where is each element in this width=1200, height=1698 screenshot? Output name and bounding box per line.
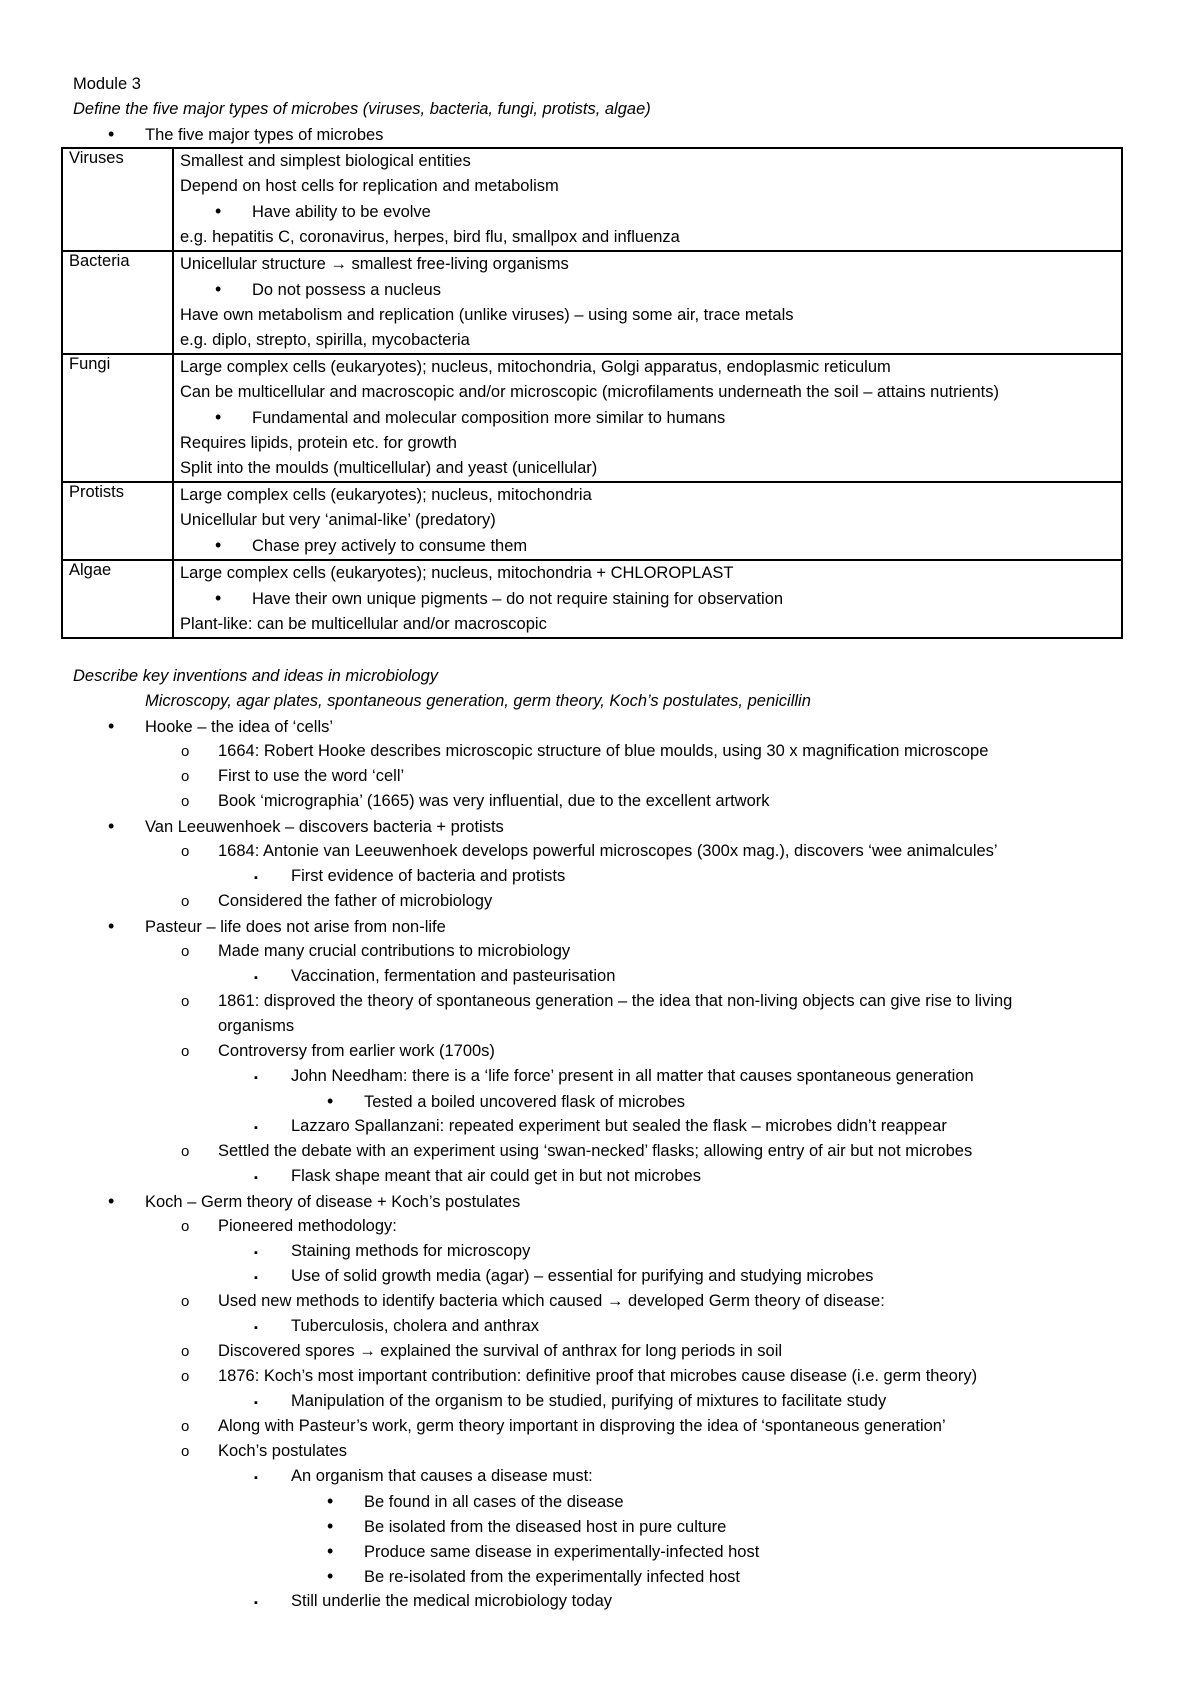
microbes-table [61,147,1123,639]
description-bullet [180,586,1121,612]
bullet-icon: • [327,1566,334,1586]
outline-item-level-2 [73,1364,1133,1389]
outline-item-level-2 [73,1139,1133,1164]
section2-heading: Describe key inventions and ideas in microbiology [73,667,439,685]
description-text: e.g. hepatitis C, coronavirus, herpes, bird flu, smallpox and influenza [180,228,680,246]
bullet-icon: o [181,1443,190,1460]
microbe-description [173,251,1122,354]
outline-item-text: Tested a boiled uncovered flask of microbes [364,1093,686,1111]
bullet-icon: o [181,943,190,960]
outline-item-level-2 [73,1339,1133,1364]
outline-item-level-2 [73,1289,1133,1314]
description-line [180,380,1121,405]
description-line [180,355,1121,380]
bullet-icon: ▪ [254,1397,258,1409]
outline-item-text: Be found in all cases of the disease [364,1493,624,1511]
outline-item-text: Made many crucial contributions to microbiology [218,942,571,960]
description-text: Large complex cells (eukaryotes); nucleus, mitochondria + CHLOROPLAST [180,564,734,582]
outline-item-text: Pasteur – life does not arise from non-life [145,918,446,936]
bullet-icon: o [181,893,190,910]
description-line [180,431,1121,456]
outline-item-level-1 [73,814,1133,839]
bullet-icon: o [181,768,190,785]
description-text: Do not possess a nucleus [252,281,441,299]
bullet-icon: • [327,1091,334,1111]
outline-list [73,714,1133,1614]
description-line [180,252,1121,277]
outline-item-text: Flask shape meant that air could get in but not microbes [291,1167,701,1185]
outline-item-text: Use of solid growth media (agar) – essential for purifying and studying microbes [291,1267,874,1285]
bullet-icon: o [181,743,190,760]
outline-item-text: Koch’s postulates [218,1442,348,1460]
outline-item-text: Tuberculosis, cholera and anthrax [291,1317,539,1335]
bullet-icon: o [181,1043,190,1060]
outline-item-text: First evidence of bacteria and protists [291,867,566,885]
outline-item-level-4 [73,1089,1133,1114]
outline-item-text: Be isolated from the diseased host in pure culture [364,1518,727,1536]
microbe-description [173,354,1122,482]
bullet-icon: o [181,843,190,860]
description-text: Can be multicellular and macroscopic and/or microscopic (microfilaments underneath the soil – attains nutrients) [180,383,999,401]
outline-item-text: First to use the word ‘cell’ [218,767,405,785]
description-text: Unicellular structure → smallest free-living organisms [180,255,569,273]
outline-item-level-4 [73,1564,1133,1589]
microbe-name: Fungi [62,354,173,482]
microbe-description [173,482,1122,560]
outline-item-level-3 [73,1314,1133,1339]
section1-bullet-text: The five major types of microbes [145,126,384,144]
description-bullet [180,533,1121,559]
microbe-description [173,560,1122,638]
bullet-icon: • [215,407,222,427]
bullet-icon: ▪ [254,1122,258,1134]
outline-item-level-4 [73,1514,1133,1539]
outline-item-text: 1664: Robert Hooke describes microscopic structure of blue moulds, using 30 x magnification microscope [218,742,989,760]
outline-item-level-4 [73,1489,1133,1514]
microbe-name: Protists [62,482,173,560]
bullet-icon: • [108,816,115,836]
description-line [180,174,1121,199]
outline-item-text: Considered the father of microbiology [218,892,493,910]
bullet-icon: ▪ [254,1597,258,1609]
outline-item-text: Produce same disease in experimentally-infected host [364,1543,760,1561]
outline-item-level-2 [73,739,1133,764]
outline-item-level-2 [73,1214,1133,1239]
outline-item-level-2 [73,764,1133,789]
section2-subheading: Microscopy, agar plates, spontaneous generation, germ theory, Koch’s postulates, penicillin [145,692,811,710]
bullet-icon: ▪ [254,1247,258,1259]
outline-item-level-2 [73,789,1133,814]
description-text: Unicellular but very ‘animal-like’ (predatory) [180,511,496,529]
outline-item-text: Lazzaro Spallanzani: repeated experiment but sealed the flask – microbes didn’t reappear [291,1117,947,1135]
description-text: Split into the moulds (multicellular) and yeast (unicellular) [180,459,598,477]
outline-item-text: Controversy from earlier work (1700s) [218,1042,495,1060]
outline-item-level-2 [73,1039,1133,1064]
description-text: Have their own unique pigments – do not require staining for observation [252,590,784,608]
description-text: Smallest and simplest biological entities [180,152,471,170]
description-line [180,225,1121,250]
section1-bullet [73,122,1133,147]
bullet-icon: • [108,124,115,144]
outline-item-text: 1876: Koch’s most important contribution: definitive proof that microbes cause disease (i.e. germ theory) [218,1367,978,1385]
description-line [180,508,1121,533]
bullet-icon: ▪ [254,1272,258,1284]
description-text: Chase prey actively to consume them [252,537,528,555]
bullet-icon: o [181,1368,190,1385]
description-line [180,612,1121,637]
outline-item-text: Staining methods for microscopy [291,1242,531,1260]
bullet-icon: • [108,716,115,736]
outline-item-level-2 [73,889,1133,914]
bullet-icon: • [327,1491,334,1511]
bullet-icon: • [108,916,115,936]
outline-item-text: Settled the debate with an experiment using ‘swan-necked’ flasks; allowing entry of air but not microbes [218,1142,973,1160]
microbe-row [62,148,1122,251]
microbe-name: Algae [62,560,173,638]
spacer [73,639,1133,664]
outline-item-level-3 [73,1114,1133,1139]
bullet-icon: o [181,793,190,810]
description-line [180,561,1121,586]
outline-item-text: 1861: disproved the theory of spontaneous generation – the idea that non-living objects can give rise to living [218,992,1013,1010]
description-line [180,456,1121,481]
description-line [180,483,1121,508]
outline-item-text: Book ‘micrographia’ (1665) was very influential, due to the excellent artwork [218,792,770,810]
outline-item-text: Van Leeuwenhoek – discovers bacteria + protists [145,818,504,836]
outline-item-text: Be re-isolated from the experimentally infected host [364,1568,741,1586]
outline-item-text: John Needham: there is a ‘life force’ present in all matter that causes spontaneous generation [291,1067,974,1085]
outline-item-level-2 [73,839,1133,864]
outline-item-level-2 [73,939,1133,964]
bullet-icon: o [181,993,190,1010]
outline-item-level-3 [73,1164,1133,1189]
description-text: Depend on host cells for replication and metabolism [180,177,559,195]
outline-item-text: organisms [218,1017,295,1035]
outline-item-level-3 [73,1589,1133,1614]
outline-item-text: Manipulation of the organism to be studied, purifying of mixtures to facilitate study [291,1392,887,1410]
description-bullet [180,405,1121,431]
outline-item-level-3 [73,964,1133,989]
bullet-icon: ▪ [254,1322,258,1334]
outline-item-text: Vaccination, fermentation and pasteurisation [291,967,616,985]
description-text: Large complex cells (eukaryotes); nucleus, mitochondria [180,486,592,504]
bullet-icon: o [181,1418,190,1435]
outline-item-level-1 [73,714,1133,739]
microbe-row [62,251,1122,354]
document-page [69,72,1133,1614]
bullet-icon: • [215,535,222,555]
description-bullet [180,277,1121,303]
bullet-icon: o [181,1343,190,1360]
outline-item-text: Pioneered methodology: [218,1217,397,1235]
module-title: Module 3 [73,75,141,93]
bullet-icon: • [327,1541,334,1561]
outline-item-level-2 [73,1414,1133,1439]
description-bullet [180,199,1121,225]
outline-item-level-3 [73,1239,1133,1264]
bullet-icon: ▪ [254,972,258,984]
bullet-icon: ▪ [254,1172,258,1184]
description-line [180,328,1121,353]
outline-item-text: Still underlie the medical microbiology today [291,1592,612,1610]
outline-item-level-3 [73,1064,1133,1089]
outline-item-level-4 [73,1539,1133,1564]
outline-item-level-2 [73,989,1133,1014]
microbe-name: Bacteria [62,251,173,354]
outline-item-level-3 [73,864,1133,889]
outline-item-level-1 [73,914,1133,939]
outline-item-level-3 [73,1264,1133,1289]
outline-item-level-3 [73,1389,1133,1414]
outline-item-text: Along with Pasteur’s work, germ theory important in disproving the idea of ‘spontaneous generation’ [218,1417,946,1435]
bullet-icon: o [181,1293,190,1310]
outline-item-level-1 [73,1189,1133,1214]
outline-item-text: Koch – Germ theory of disease + Koch’s postulates [145,1193,521,1211]
description-text: e.g. diplo, strepto, spirilla, mycobacteria [180,331,470,349]
description-text: Plant-like: can be multicellular and/or macroscopic [180,615,547,633]
section1-heading: Define the five major types of microbes (viruses, bacteria, fungi, protists, algae) [73,100,651,118]
outline-item-level-0 [73,1014,1133,1039]
bullet-icon: o [181,1143,190,1160]
description-text: Requires lipids, protein etc. for growth [180,434,457,452]
bullet-icon: • [108,1191,115,1211]
microbe-row [62,560,1122,638]
bullet-icon: • [215,201,222,221]
bullet-icon: ▪ [254,872,258,884]
outline-item-text: Used new methods to identify bacteria which caused → developed Germ theory of disease: [218,1292,885,1310]
bullet-icon: ▪ [254,1072,258,1084]
bullet-icon: • [327,1516,334,1536]
bullet-icon: • [215,279,222,299]
microbe-row [62,354,1122,482]
outline-item-text: Discovered spores → explained the survival of anthrax for long periods in soil [218,1342,783,1360]
microbe-row [62,482,1122,560]
description-line [180,303,1121,328]
description-text: Fundamental and molecular composition more similar to humans [252,409,726,427]
outline-item-level-3 [73,1464,1133,1489]
microbe-name: Viruses [62,148,173,251]
outline-item-level-2 [73,1439,1133,1464]
bullet-icon: o [181,1218,190,1235]
bullet-icon: • [215,588,222,608]
description-line [180,149,1121,174]
description-text: Have own metabolism and replication (unlike viruses) – using some air, trace metals [180,306,794,324]
bullet-icon: ▪ [254,1472,258,1484]
outline-item-text: An organism that causes a disease must: [291,1467,593,1485]
description-text: Have ability to be evolve [252,203,431,221]
description-text: Large complex cells (eukaryotes); nucleus, mitochondria, Golgi apparatus, endoplasmic reticulum [180,358,891,376]
outline-item-text: Hooke – the idea of ‘cells’ [145,718,334,736]
outline-item-text: 1684: Antonie van Leeuwenhoek develops powerful microscopes (300x mag.), discovers ‘wee animalcules’ [218,842,998,860]
microbe-description [173,148,1122,251]
